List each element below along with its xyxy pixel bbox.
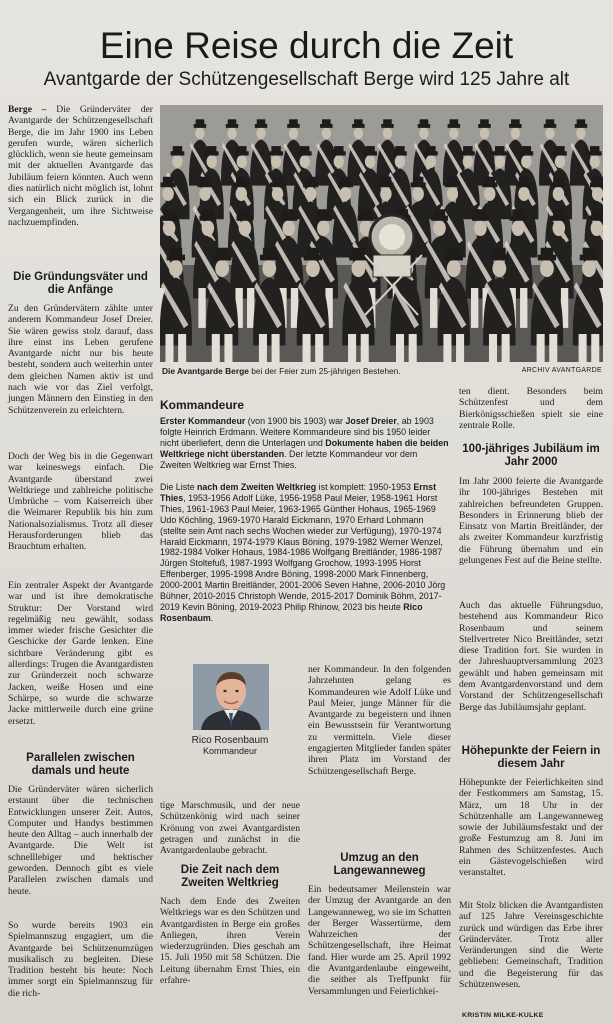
kommandeure-p1-text-d: , ab 1903 folgte Heinrich Erdmann. Weitere Kommandeure sind bis 1950 leider nicht überliefert, denn die Unterlagen und [160,416,434,448]
heading-parallelen: Parallelen zwischen damals und heute [26,752,135,777]
intro-text: Die Gründerväter der Avantgarde der Schützengesellschaft Berge, die im Jahr 1900 ins Leben gerufen wurde, wären sicherlich glücklich, wenn sie heute gemeinsam mit der aktuellen Avantgarde das Jubiläum feiern könnten. Auch wenn dies natürlich nicht möglich ist, lohnt sich ein Blick zurück in die Vergangenheit, um ihre Sichtweise nachzuempfinden. [8,104,153,228]
kommandeure-paragraph-2 [160,482,450,624]
gruendung-paragraph-1: Zu den Gründervätern zählte unter anderem Kommandeur Josef Dreier. Sie wären gewiss stolz darauf, dass ihre einst ins Leben gerufene Avantgarde nicht nur bis heute besteht, sondern auch weiterhin unter dem gleichen Namen aktiv ist und nach wie vor das Ziel verfolgt, jungen Männern den Einstieg in den Schützenverein zu erleichtern. [8,303,153,416]
heading-umzug: Umzug an den Langewanneweg [333,852,426,877]
kommandeure-p1-text-f: . Der letzte Kommandeur vor dem Zweiten Weltkrieg war Ernst Thies. [160,448,418,470]
kommandeure-p2-bold-f: Rico Rosenbaum [160,601,423,623]
kommandeure-p2-bold-b: nach dem Zweiten Weltkrieg [197,482,317,492]
photo-caption-bold: Die Avantgarde Berge [162,366,249,376]
intro-paragraph [8,104,153,228]
group-photo-image [160,105,603,362]
parallelen-paragraph-2: So wurde bereits 1903 ein Spielmannszug engagiert, um die Avantgarde bei Schützenumzügen musikalisch zu begleiten. Diese Tradition besteht bis heute: Noch immer sorgt ein Spielmannszug für die rich- [8,920,153,999]
heading-jubilaeum: 100-jähriges Jubiläum im Jahr 2000 [462,443,600,468]
kommandeure-paragraph-1 [160,416,450,471]
kommandeure-p1-text-b: (von 1900 bis 1903) war [245,416,346,426]
jubilaeum-paragraph-1: Im Jahr 2000 feierte die Avantgarde ihr 100-jähriges Bestehen mit zahlreichen befreundeten Gruppen. Besonders in Erinnerung blieb der Einsatz von Martin Breitländer, der als zweiter Kommandeur kurzfristig die Führung übernahm und ein gelungenes Fest auf die Beine stellte. [459,476,603,567]
gruendung-paragraph-3: Ein zentraler Aspekt der Avantgarde war und ist ihre demokratische Struktur: Der Vorstand wird regelmäßig neu gewählt, sodass immer wieder frische Gesichter die Geschicke der Garde lenken. Eine sichtbare Veränderung gibt es allerdings: Trugen die Avantgardisten zur Gründerzeit noch schwarze Jacken, weiße Hosen und eine Schärpe, so wurde die schwarze Jacke mittlerweile durch eine grüne ersetzt. [8,580,153,727]
heading-gruendung: Die Gründungsväter und die Anfänge [13,271,148,296]
kommandeure-p2-text-c: ist komplett: 1950-1953 [316,482,414,492]
kommandeure-p1-bold-e: Dokumente haben die beiden Weltkriege nicht überstanden [160,437,449,459]
headline: Eine Reise durch die Zeit [99,25,514,66]
umzug-paragraph: Ein bedeutsamer Meilenstein war der Umzug der Avantgarde an den Langewanneweg, wo sie im Schatten der Berger Wassertürme, dem Wahrzeichen der Schützengesellschaft, ihre Heimat fand. Hier wurde am 25. April 1992 die Avantgardenlaube eingeweiht, die seither als Treffpunkt für Versammlungen und Feierlichkei- [308,884,451,997]
kommandeure-p2-text-e: , 1953-1956 Adolf Lüke, 1956-1958 Paul Meier, 1958-1961 Horst Thies, 1961-1963 Paul Meier, 1963-1965 Günther Hohaus, 1965-1969 Udo Köchling, 1969-1970 Harald Eickmann, 1970 Erhard Lohmann (stellte sein Amt nach sechs Wochen wieder zur Verfügung), 1970-1974 Harald Eickmann, 1974-1979 Klaus Böning, 1979-1982 Werner Wenzel, 1982-1984 Volker Hohaus, 1984-1986 Wolfgang Breitländer, 1986-1987 Jürgen Stoltefuß, 1987-1993 Wolfgang Grochow, 1993-1995 Horst Effenberger, 1995-1998 Andre Böning, 1998-2000 Mark Finnenberg, 2000-2001 Martin Breitländer, 2001-2006 Seven Hahne, 2006-2010 Jörg Bühner, 2010-2015 Christoph Wende, 2015-2017 Dominik Böhm, 2017-2019 Kevin Böning, 2019-2023 Philip Rhinow, 2023 bis heute [160,492,446,612]
col4-paragraph-1: ten dient. Besonders beim Schützenfest und dem Bierkönigsschießen spielt sie eine zentrale Rolle. [459,386,603,431]
portrait-role: Kommandeur [202,746,258,756]
parallelen-paragraph-1: Die Gründerväter wären sicherlich erstaunt über die technischen Entwicklungen unserer Zeit. Autos, Computer und Handys bestimmen heute den Alltag – auch innerhalb der Avantgarde. Die Welt ist schnelllebiger und hektischer geworden. Dennoch gibt es viele Parallelen zwischen damals und heute. [8,784,153,897]
portrait-name: Rico Rosenbaum [191,735,269,746]
portrait-image [193,664,269,730]
col3-paragraph-1: ner Kommandeur. In den folgenden Jahrzehnten gelang es Kommandeuren wie Adolf Lüke und Paul Meier, junge Männer für die Avantgarde zu begeistern und ihnen ein Bewusstsein für Verantwortung zu vermitteln. Viele dieser engagierten Mitglieder fanden später ihren Platz im Vorstand der Schützengesellschaft Berge. [308,664,451,777]
portrait-caption [170,735,290,757]
hoehepunkte-paragraph-2: Mit Stolz blicken die Avantgardisten auf 125 Jahre Vereinsgeschichte zurück und würdigen das Erbe ihrer Gründerväter. Trotz aller Veränderungen sind die Werte geblieben: Gemeinschaft, Tradition und die Begeisterung für das Schützenwesen. [459,900,603,991]
kommandeure-p2-text-a: Die Liste [160,482,197,492]
hoehepunkte-paragraph-1: Höhepunkte der Feierlichkeiten sind der Festkommers am Samstag, 15. März, um 18 Uhr in der Schützenhalle am Langewanneweg sowie der Jubiläumsfestakt und der große Festumzug am 8. Juni im Rahmen des Schützenfestes. Auch ein Gästevogelschießen wird veranstaltet. [459,777,603,879]
kommandeure-p1-bold-a: Erster Kommandeur [160,416,246,426]
kommandeure-title: Kommandeure [160,398,245,412]
portrait-photo [193,664,269,730]
heading-zeit-nach-krieg: Die Zeit nach dem Zweiten Weltkrieg [180,864,280,889]
photo-caption-text: bei der Feier zum 25-jährigen Bestehen. [248,366,401,376]
author-byline: KRISTIN MILKE-KULKE [462,1012,544,1019]
kommandeure-p2-bold-d: Ernst Thies [160,482,437,503]
kommandeure-p2-text-g: . [210,612,214,623]
col2-paragraph-1: tige Marschmusik, und der neue Schützenkönig wird nach seiner Krönung von zwei Avantgardisten getragen und zunächst in die Avantgardenlaube gebracht. [160,800,300,857]
photo-caption [162,366,602,376]
gruendung-paragraph-2: Doch der Weg bis in die Gegenwart war keineswegs einfach. Die Avantgarde überstand zwei Weltkriege und zahlreiche politische Umbrüche – vom Kaiserreich über die Weimarer Republik bis hin zum Nationalsozialismus. Trotz all dieser Herausforderungen blieb das Brauchtum erhalten. [8,451,153,553]
group-photo [160,105,603,362]
kommandeure-box [160,398,450,646]
jubilaeum-paragraph-2: Auch das aktuelle Führungsduo, bestehend aus Kommandeur Rico Rosenbaum und seinem Stellvertreter Nico Breitländer, setzt diese Tradition fort. Sie wurden in der Jahreshauptversammlung 2023 gewählt und haben gemeinsam mit dem Avantgardenvorstand und dem Vorstand der Schützengesellschaft Berge das Jubiläumsjahr geplant. [459,600,603,713]
dateline: Berge – [8,104,47,115]
kommandeure-p1-bold-c: Josef Dreier [345,416,397,426]
heading-hoehepunkte: Höhepunkte der Feiern in diesem Jahr [461,745,601,770]
zeit-paragraph: Nach dem Ende des Zweiten Weltkriegs war es den Schützen und Avantgardisten in Berge ein großes Anliegen, ihren Verein wiederzugründen. Dies geschah am 15. Juli 1950 mit 58 Schützen. Die Leitung übernahm Ernst Thies, ein erfahre- [160,896,300,987]
subheadline: Avantgarde der Schützengesellschaft Berge wird 125 Jahre alt [43,69,570,90]
photo-credit: ARCHIV AVANTGARDE [521,367,602,374]
